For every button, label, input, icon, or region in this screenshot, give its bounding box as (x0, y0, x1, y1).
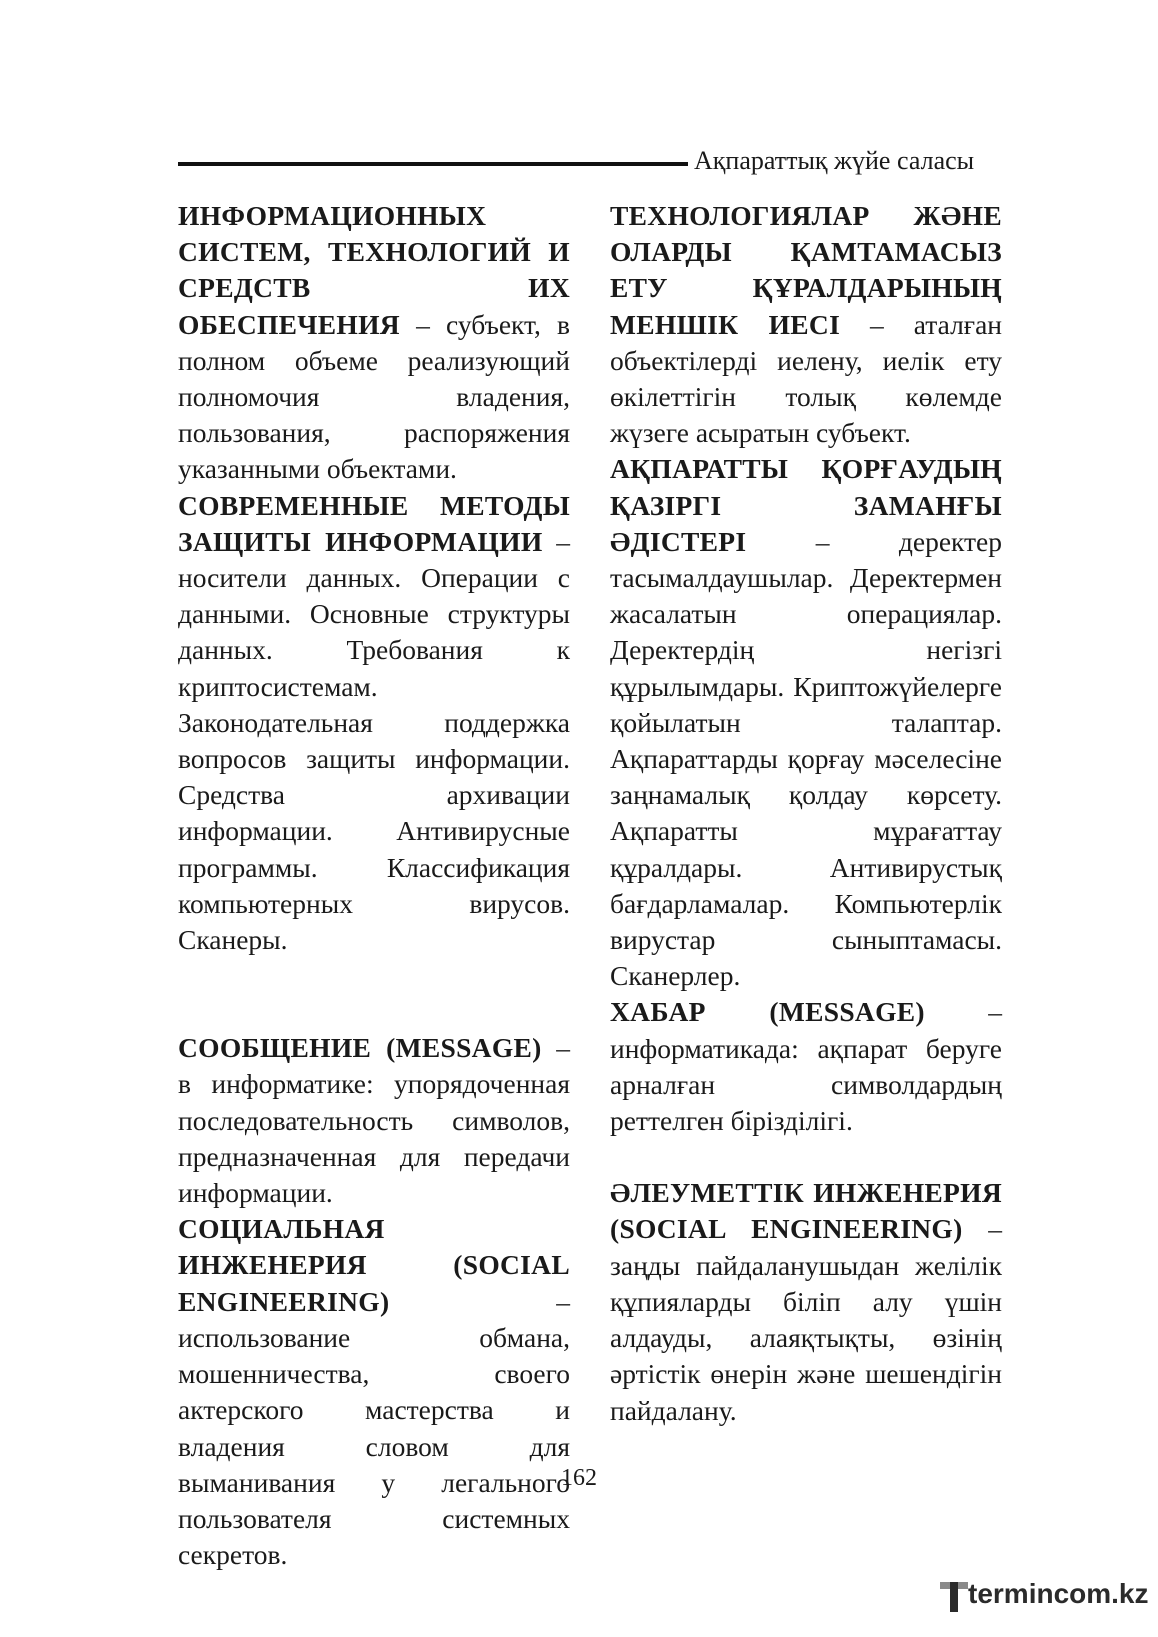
entry-term: ТЕХНОЛОГИЯЛАР ЖӘНЕ ОЛАРДЫ ҚАМТАМАСЫЗ ЕТУ ҚҰРАЛДАРЫНЫҢ МЕНШІК ИЕСІ (610, 200, 1002, 340)
entry-definition: – аталған объектілерді иелену, иелік ету өкілеттігін толық көлемде жүзеге асыратын субъект. (610, 308, 1002, 449)
entry-kz-social-engineering (610, 1175, 1002, 1428)
entry-term: ӘЛЕУМЕТТІК ИНЖЕНЕРИЯ (SOCIAL ENGINEERING) (610, 1177, 1002, 1245)
entry-kz-owner (610, 198, 1002, 451)
entry-ru-message (178, 1030, 570, 1211)
entry-ru-owner (178, 198, 570, 488)
left-column-russian (178, 198, 570, 1573)
entry-term: СОВРЕМЕННЫЕ МЕТОДЫ ЗАЩИТЫ ИНФОРМАЦИИ (178, 489, 570, 557)
entry-definition: – заңды пайдаланушыдан желілік құпияларды біліп алу үшін алдауды, алаяқтықты, өзінің әртістік өнерін және шешендігін пайдалану. (610, 1213, 1002, 1426)
entry-ru-methods (178, 488, 570, 959)
entry-definition: – носители данных. Операции с данными. Основные структуры данных. Требования к криптосистемам. Законодательная поддержка вопросов защиты информации. Средства архивации информации. Антивирусные программы. Классификация компьютерных вирусов. Сканеры. (178, 525, 571, 956)
entry-term: АҚПАРАТТЫ ҚОРҒАУДЫҢ ҚАЗІРГІ ЗАМАНҒЫ ӘДІСТЕРІ (610, 453, 1002, 557)
entry-ru-social-engineering (178, 1211, 570, 1573)
entry-term: ХАБАР (MESSAGE) (610, 996, 925, 1028)
entry-definition: – субъект, в полном объеме реализующий полномочия владения, пользования, распоряжения указанными объектами. (178, 308, 570, 485)
termincom-logo (938, 1576, 1148, 1618)
page-number: 162 (561, 1465, 597, 1491)
entry-kz-methods (610, 451, 1002, 994)
entry-kz-message (610, 994, 1002, 1139)
entry-term: СОЦИАЛЬНАЯ ИНЖЕНЕРИЯ (SOCIAL ENGINEERING) (178, 1213, 570, 1317)
logo-text: termincom.kz (968, 1578, 1149, 1609)
running-header: Ақпараттық жүйе саласы (694, 146, 975, 175)
entry-definition: – в информатике: упорядоченная последовательность символов, предназначенная для передачи информации. (178, 1032, 571, 1209)
entry-term: ИНФОРМАЦИОННЫХ СИСТЕМ, ТЕХНОЛОГИЙ И СРЕДСТВ ИХ ОБЕСПЕЧЕНИЯ (178, 200, 570, 340)
right-column-kazakh (610, 198, 1002, 1429)
entry-definition: – информатикада: ақпарат беруге арналған символдардың реттелген бірізділігі. (610, 996, 1002, 1137)
entry-term: СООБЩЕНИЕ (MESSAGE) (178, 1032, 542, 1064)
entry-definition: – деректер тасымалдаушылар. Деректермен жасалатын операциялар. Деректердің негізгі құрылымдары. Криптожүйелерге қойылатын талаптар. Ақпараттарды қорғау мәселесіне заңнамалық қолдау көрсету. Ақпаратты мұрағаттау құралдары. Антивирустық бағдарламалар. Компьютерлік вирустар сыныптамасы. Сканерлер. (610, 525, 1002, 992)
entry-definition: – использование обмана, мошенничества, своего актерского мастерства и владения словом для выманивания у легального пользователя системных секретов. (178, 1285, 570, 1571)
logo-t-icon (938, 1576, 972, 1618)
header-rule (178, 162, 688, 166)
